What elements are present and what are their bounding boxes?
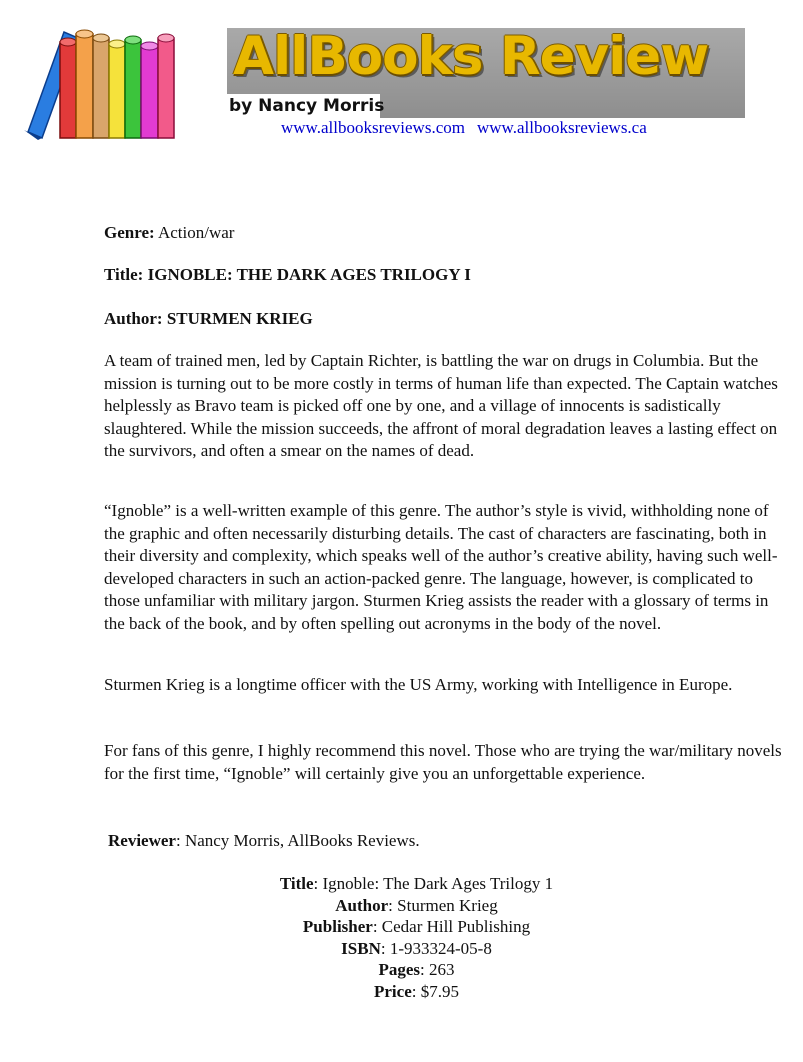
book-info [0,873,803,1002]
review-paragraph-3: Sturmen Krieg is a longtime officer with the US Army, working with Intelligence in Europe. [104,675,733,694]
info-author-label: Author [335,895,389,915]
info-price-label: Price [374,981,412,1001]
banner-title: AllBooks Review [233,26,709,87]
site-urls [281,118,647,138]
title-value: IGNOBLE: THE DARK AGES TRILOGY I [147,265,471,284]
review-paragraph-2: “Ignoble” is a well-written example of this genre. The author’s style is vivid, withholding none of the graphic and often necessarily disturbing details. The cast of characters are fascinating, both in their diversity and complexity, which speaks well of the author’s creative ability, having such well-developed characters in such an action-packed genre. The language, however, is complicated to those unfamiliar with military jargon. Sturmen Krieg assists the reader with a glossary of terms in the back of the book, and by often spelling out acronyms in the body of the novel. [104,501,778,633]
title-label: Title: [104,265,144,284]
banner-byline: by Nancy Morris [229,96,385,116]
reviewer-value: : Nancy Morris, AllBooks Reviews. [175,831,420,850]
author-label: Author: [104,309,163,328]
genre-value: Action/war [157,223,235,242]
magenta-book-icon [141,42,158,138]
info-publisher-label: Publisher [302,917,373,936]
info-price-row [0,981,803,1003]
info-title-label: Title [279,874,314,893]
red-book-icon [60,38,76,138]
author-line [104,308,313,331]
info-isbn-label: ISBN [341,938,381,958]
info-price-value: : $7.95 [411,981,459,1001]
url-com-link[interactable]: www.allbooksreviews.com [281,118,465,137]
green-book-icon [125,36,141,138]
books-logo [20,20,180,144]
info-pages-label: Pages [378,960,421,979]
review-paragraph-4: For fans of this genre, I highly recommend this novel. Those who are trying the war/military novels for the first time, “Ignoble” will certainly give you an unforgettable experience. [104,741,782,783]
banner-byline-box [227,94,385,118]
site-banner [227,28,745,118]
info-isbn-row [0,938,803,960]
pink-book-icon [158,34,174,138]
orange-book-icon [76,30,93,138]
author-value: STURMEN KRIEG [166,309,313,328]
info-pages-row [0,959,803,981]
url-ca-link[interactable]: www.allbooksreviews.ca [476,118,647,137]
info-publisher-row [0,916,803,938]
tan-book-icon [93,34,109,138]
info-author-row [0,895,803,917]
info-pages-value: : 263 [420,960,455,979]
yellow-book-icon [109,40,125,138]
info-author-value: : Sturmen Krieg [388,895,498,915]
info-title-row [0,873,803,895]
reviewer-label: Reviewer [108,831,176,850]
genre-line [104,222,234,245]
info-publisher-value: : Cedar Hill Publishing [372,917,531,936]
info-isbn-value: : 1-933324-05-8 [380,938,492,958]
review-paragraph-1: A team of trained men, led by Captain Richter, is battling the war on drugs in Columbia. But the mission is turning out to be more costly in terms of human life than expected. The Captain watches helplessly as Bravo team is picked off one by one, and a village of innocents is sadistically slaughtered. While the mission succeeds, the affront of moral degradation leaves a lasting effect on the survivors, and often a smear on the names of dead. [104,351,778,460]
info-title-value: : Ignoble: The Dark Ages Trilogy 1 [313,874,554,893]
title-line [104,264,471,287]
genre-label: Genre: [104,223,155,242]
reviewer-line [108,831,420,851]
